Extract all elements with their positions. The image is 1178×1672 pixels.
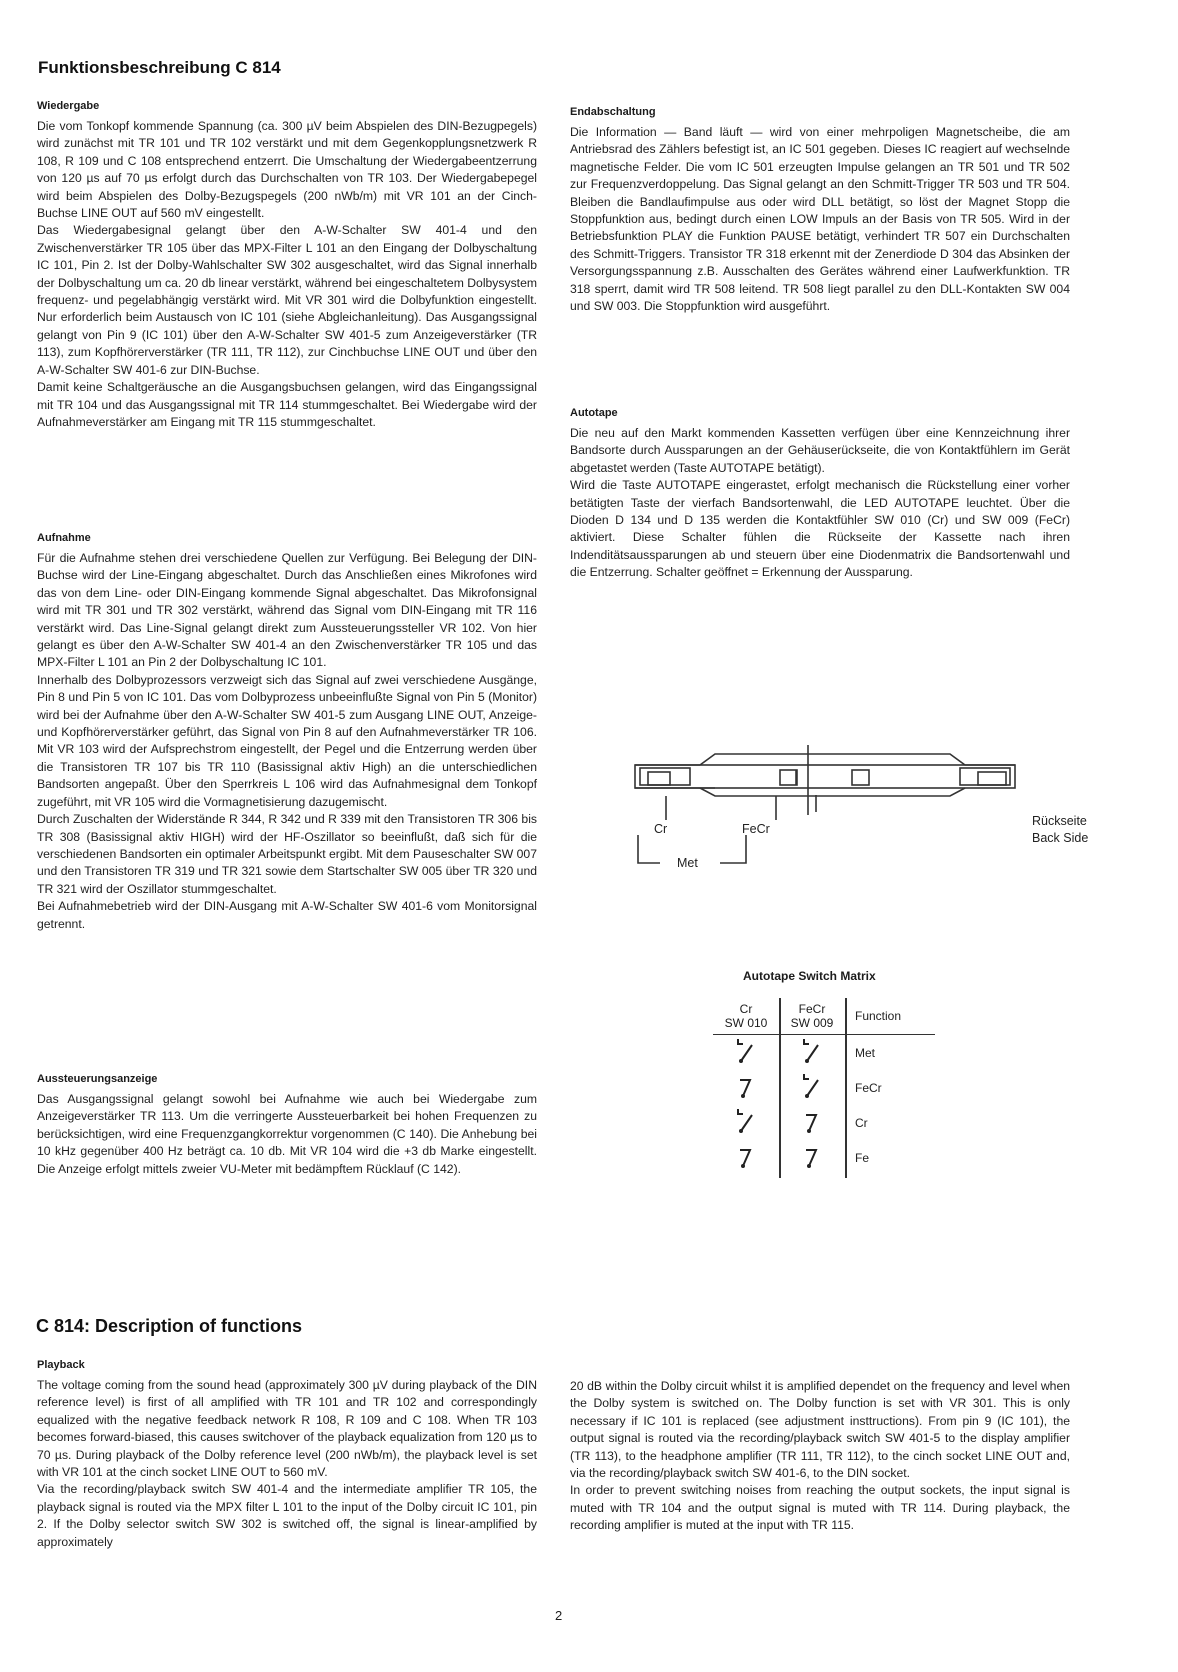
matrix-row — [713, 1070, 935, 1105]
matrix-cell-sw010 — [713, 1142, 779, 1173]
switch-open-icon — [801, 1107, 823, 1135]
matrix-cell-function: Cr — [855, 1115, 868, 1130]
aufnahme-paragraph-3: Durch Zuschalten der Widerstände R 344, R 342 und R 339 mit den Transistoren TR 306 bis TR 308 (Basissignal aktiv HIGH) wird der HF-Oszillator so beeinflußt, daß sich für die verschiedenen Bandsorten ein optimaler Arbeitspunkt ergibt. Mit dem Pauseschalter SW 007 und den Transistoren TR 319 und TR 321 sowie dem Startschalter SW 005 über TR 320 und TR 321 wird der Oszillator stummgeschaltet. — [37, 812, 537, 896]
matrix-header-sw010 — [713, 1002, 779, 1030]
playback-paragraph-3: 20 dB within the Dolby circuit whilst it is amplified dependet on the frequency and level when the Dolby system is switched on. The Dolby function is set with VR 301. This is only necessary if IC 101 is replaced (see adjustment insttructions). From pin 9 (IC 101), the output signal is routed via the recording/playback switch SW 401-5 to the display amplifier (TR 113), to the headphone amplifier (TR 111, TR 112), to the cinch socket LINE OUT and, via the recording/playback switch SW 401-6, to the DIN socket. — [570, 1379, 1070, 1481]
playback-heading: Playback — [37, 1359, 85, 1371]
playback-section-left — [37, 1359, 537, 1551]
diagram-label-met: Met — [677, 856, 698, 870]
endabschaltung-heading: Endabschaltung — [570, 106, 656, 118]
matrix-row — [713, 1035, 935, 1070]
playback-paragraph-2: Via the recording/playback switch SW 401-4 and the intermediate amplifier TR 105, the playback signal is routed via the MPX filter L 101 to the input of the Dolby circuit IC 101, pin 2. If the Dolby selector switch SW 302 is switched off, the signal is linear-amplified by approximately — [37, 1482, 537, 1549]
matrix-title: Autotape Switch Matrix — [743, 969, 876, 983]
matrix-cell-sw009 — [779, 1037, 845, 1068]
matrix-row — [713, 1140, 935, 1175]
switch-closed-icon — [801, 1037, 823, 1065]
autotape-paragraph-2: Wird die Taste AUTOTAPE eingerastet, erfolgt mechanisch die Rückstellung einer vorher betätigten Taste der vierfach Bandsortenwahl, die LED AUTOTAPE leuchtet. Über die Dioden D 134 und D 135 werden die Kontaktfühler SW 010 (Cr) und SW 009 (FeCr) aktiviert. Diese Schalter fühlen die Rückseite der Kassette nach ihren Indenditätsaussparungen ab und steuern über eine Diodenmatrix die Bandsortenwahl und die Entzerrung. Schalter geöffnet = Erkennung der Aussparung. — [570, 478, 1070, 580]
cassette-body — [635, 765, 1015, 788]
page-number: 2 — [555, 1608, 563, 1623]
matrix-header-sw010-type: Cr — [739, 1002, 753, 1016]
matrix-header-sw009 — [779, 1002, 845, 1030]
aufnahme-heading: Aufnahme — [37, 532, 91, 544]
switch-open-icon — [735, 1072, 757, 1100]
autotape-heading: Autotape — [570, 407, 618, 419]
matrix-header-sw009-type: FeCr — [798, 1002, 826, 1016]
cassette-backside-diagram — [620, 740, 1040, 900]
switch-open-icon — [735, 1142, 757, 1170]
cassette-top-edge — [635, 754, 1015, 765]
matrix-row — [713, 1105, 935, 1140]
matrix-cell-function: Fe — [855, 1150, 870, 1165]
diagram-label-rueckseite: Rückseite — [1032, 814, 1087, 828]
matrix-header-row — [713, 998, 935, 1035]
playback-section-right — [570, 1378, 1070, 1535]
aufnahme-section — [37, 532, 537, 933]
wiedergabe-heading: Wiedergabe — [37, 100, 100, 112]
switch-closed-icon — [735, 1107, 757, 1135]
endabschaltung-section — [570, 106, 1070, 315]
aussteuerung-section — [37, 1073, 537, 1178]
diagram-label-backside: Back Side — [1032, 831, 1089, 845]
matrix-header-sw010-switch: SW 010 — [724, 1016, 768, 1030]
wiedergabe-section — [37, 100, 537, 431]
cassette-bottom-edge — [700, 788, 965, 796]
aussteuerung-heading: Aussteuerungsanzeige — [37, 1073, 158, 1085]
met-bracket-right — [720, 835, 746, 863]
right-window — [960, 768, 1010, 785]
aussteuerung-paragraph-1: Das Ausgangssignal gelangt sowohl bei Aufnahme wie auch bei Wiedergabe zum Anzeigeverstärker TR 113. Um die verringerte Aussteuerbarkeit bei hohen Frequenzen zu berücksichtigen, wird eine Frequenzgangkorrektur vorgenommen (C 140). Die Anhebung bei 10 kHz gegenüber 400 Hz beträgt ca. 10 db. Mit VR 104 wird die +3 db Marke eingestellt. Die Anzeige erfolgt mittels zweier VU-Meter mit bedämpftem Rücklauf (C 142). — [37, 1092, 537, 1176]
wiedergabe-paragraph-2: Das Wiedergabesignal gelangt über den A-W-Schalter SW 401-4 und den Zwischenverstärker TR 105 über das MPX-Filter L 101 an den Eingang der Dolbyschaltung IC 101, Pin 2. Ist der Dolby-Wahlschalter SW 302 ausgeschaltet, wird das Signal innerhalb der Dolbyschaltung um ca. 20 db linear verstärkt, während bei eingeschaltetem Dolbysystem frequenz- und pegelabhängig verstärkt wird. Mit VR 301 wird die Dolbyfunktion eingestellt. Nur erforderlich beim Austausch von IC 101 (siehe Abgleichanleitung). Das Ausgangssignal gelangt von Pin 9 (IC 101) über den A-W-Schalter SW 401-5 zum Anzeigeverstärker (TR 113), zum Kopfhörerverstärker (TR 111, TR 112), zur Cinchbuchse LINE OUT und über den A-W-Schalter SW 401-6 zur DIN-Buchse. — [37, 223, 537, 377]
matrix-cell-sw009 — [779, 1107, 845, 1138]
switch-closed-icon — [801, 1072, 823, 1100]
switch-matrix-table — [713, 998, 935, 1175]
switch-open-icon — [801, 1142, 823, 1170]
wiedergabe-paragraph-1: Die vom Tonkopf kommende Spannung (ca. 300 µV beim Abspielen des DIN-Bezugpegels) wird zunächst mit TR 101 und TR 102 verstärkt und mit dem Gegenkopplungsnetzwerk R 108, R 109 und C 108 entsprechend entzerrt. Die Umschaltung der Wiedergabeentzerrung von 120 µs auf 70 µs erfolgt durch das Durchschalten von TR 103. Der Wiedergabepegel wird beim Abspielen des Dolby-Bezugspegels (200 nWb/m) mit VR 101 an der Cinch-Buchse LINE OUT auf 560 mV eingestellt. — [37, 119, 537, 221]
playback-paragraph-1: The voltage coming from the sound head (approximately 300 µV during playback of the DIN reference level) is first of all amplified with TR 101 and TR 102 and correspondingly equalized with the negative feedback network R 108, R 109 and C 108. When TR 103 becomes forward-biased, this causes switchover of the playback equalization from 120 µs to 70 µs. During playback of the Dolby reference level (200 nWb/m), the playback level is set with VR 101 at the cinch socket LINE OUT to 560 mV. — [37, 1378, 537, 1480]
fecr-hole — [852, 770, 869, 785]
matrix-header-sw009-switch: SW 009 — [790, 1016, 834, 1030]
aufnahme-paragraph-4: Bei Aufnahmebetrieb wird der DIN-Ausgang mit A-W-Schalter SW 401-6 vom Monitorsignal getrennt. — [37, 899, 537, 931]
diagram-label-cr: Cr — [654, 822, 668, 836]
matrix-cell-sw010 — [713, 1107, 779, 1138]
met-bracket-left — [638, 835, 660, 863]
cr-hole — [780, 770, 797, 785]
page-title-english: C 814: Description of functions — [36, 1316, 303, 1336]
matrix-cell-sw010 — [713, 1072, 779, 1103]
page-title-german: Funktionsbeschreibung C 814 — [38, 58, 281, 77]
aufnahme-paragraph-1: Für die Aufnahme stehen drei verschiedene Quellen zur Verfügung. Bei Belegung der DIN-Buchse wird der Line-Eingang abgeschaltet. Durch das Anschließen eines Mikrofones wird das von dem Line- oder DIN-Eingang kommende Signal abgeschaltet. Das Mikrofonsignal wird mit TR 301 und TR 302 verstärkt, während das Signal vom DIN-Eingang mit TR 116 verstärkt wird. Das Line-Signal gelangt direkt zum Aussteuerungssteller VR 102. Von hier gelangt es über den A-W-Schalter SW 401-4 an den Zwischenverstärker TR 105 und das MPX-Filter L 101 an Pin 2 der Dolbyschaltung IC 101. — [37, 551, 537, 670]
switch-closed-icon — [735, 1037, 757, 1065]
diagram-label-fecr: FeCr — [742, 822, 770, 836]
matrix-cell-sw009 — [779, 1072, 845, 1103]
wiedergabe-paragraph-3: Damit keine Schaltgeräusche an die Ausgangsbuchsen gelangen, wird das Eingangssignal mit TR 104 und das Ausgangssignal mit TR 114 stummgeschaltet. Bei Wiedergabe wird der Aufnahmeverstärker am Eingang mit TR 115 stummgeschaltet. — [37, 380, 537, 429]
matrix-cell-function: FeCr — [855, 1080, 882, 1095]
autotape-paragraph-1: Die neu auf den Markt kommenden Kassetten verfügen über eine Kennzeichnung ihrer Bandsorte durch Aussparungen an der Gehäuserückseite, die von Kontaktfühlern im Gerät abgetastet werden (Taste AUTOTAPE betätigt). — [570, 426, 1070, 475]
matrix-cell-function: Met — [855, 1045, 876, 1060]
autotape-section — [570, 407, 1070, 582]
playback-paragraph-4: In order to prevent switching noises from reaching the output sockets, the input signal is muted with TR 104 and the output signal is muted with TR 114. During playback, the recording amplifier is muted at the input with TR 115. — [570, 1483, 1070, 1533]
matrix-header-function: Function — [855, 1009, 902, 1023]
matrix-cell-sw009 — [779, 1142, 845, 1173]
matrix-cell-sw010 — [713, 1037, 779, 1068]
aufnahme-paragraph-2: Innerhalb des Dolbyprozessors verzweigt sich das Signal auf zwei verschiedene Ausgänge, Pin 8 und Pin 5 von IC 101. Das vom Dolbyprozess unbeeinflußte Signal von Pin 5 (Monitor) wird bei der Aufnahme über den A-W-Schalter SW 401-5 zum Ausgang LINE OUT, Anzeige- und Kopfhörerverstärker geführt, das Signal von Pin 8 auf den Aufnahmeverstärker TR 106. Mit VR 103 wird der Aufsprechstrom eingestellt, der Pegel und die Entzerrung werden über die Transistoren TR 107 bis TR 110 (Basissignal aktiv High) an die unterschiedlichen Bandsorten angepaßt. Über den Sperrkreis L 106 wird das Aufnahmesignal dem Tonkopf zugeführt, mit VR 105 wird die Vormagnetisierung dazugemischt. — [37, 672, 537, 809]
endabschaltung-paragraph-1: Die Information — Band läuft — wird von einer mehrpoligen Magnetscheibe, die am Antriebsrad des Zählers befestigt ist, an IC 501 gegeben. Dieses IC reagiert auf wechselnde magnetische Felder. Die vom IC 501 erzeugten Impulse gelangen an TR 501 und TR 502 zur Frequenzverdoppelung. Das Signal gelangt an den Schmitt-Trigger TR 503 und TR 504. Bleiben die Bandlaufimpulse aus oder wird DLL betätigt, so löst der Magnet Stopp die Stoppfunktion aus, bedingt durch einen LOW Impuls an der Basis von TR 505. Wird in der Betriebsfunktion PLAY die Funktion PAUSE betätigt, verhindert TR 507 ein Durchschalten des Schmitt-Triggers. Transistor TR 318 erkennt mit der Zenerdiode D 304 das Absinken der Versorgungsspannung z.B. Ausschalten des Gerätes während einer Laufwerkfunktion. TR 318 sperrt, damit wird TR 508 leitend. TR 508 liegt parallel zu den DLL-Kontakten SW 004 und SW 003. Die Stoppfunktion wird ausgeführt. — [570, 125, 1070, 314]
